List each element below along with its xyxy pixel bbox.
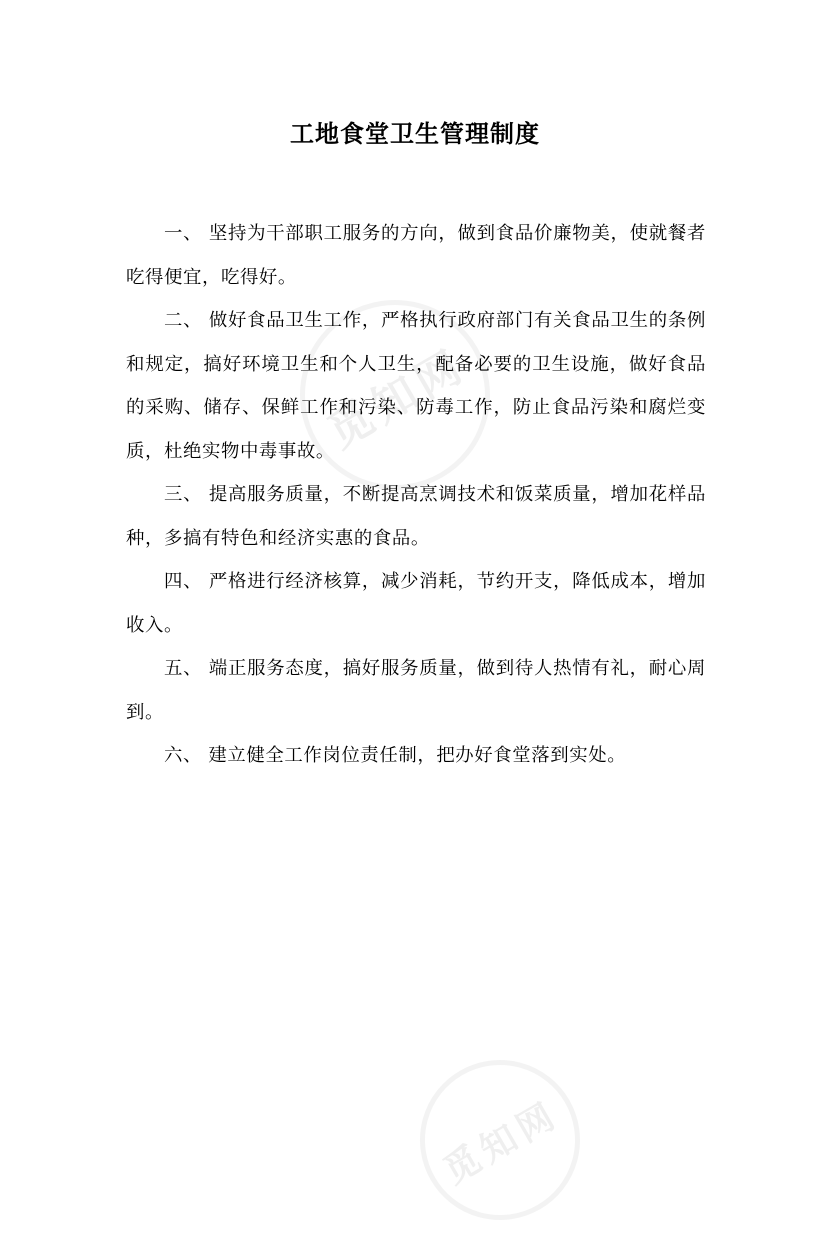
watermark-stamp-bottom: 觅知网 bbox=[391, 1031, 610, 1249]
watermark-stamp: 觅知网 bbox=[265, 265, 525, 525]
document-body bbox=[126, 212, 706, 778]
paragraph-4: 四、 严格进行经济核算，减少消耗，节约开支，降低成本，增加收入。 bbox=[126, 571, 706, 636]
paragraph-6: 六、 建立健全工作岗位责任制，把办好食堂落到实处。 bbox=[164, 745, 627, 766]
paragraph-1: 一、 坚持为干部职工服务的方向，做到食品价廉物美，使就餐者吃得便宜，吃得好。 bbox=[126, 223, 706, 288]
paragraph-3: 三、 提高服务质量，不断提高烹调技术和饭菜质量，增加花样品种，多搞有特色和经济实惠的食品。 bbox=[126, 484, 706, 549]
paragraph-5: 五、 端正服务态度，搞好服务质量，做到待人热情有礼，耐心周到。 bbox=[126, 658, 706, 723]
document-title: 工地食堂卫生管理制度 bbox=[290, 120, 540, 148]
paragraph-2: 二、 做好食品卫生工作，严格执行政府部门有关食品卫生的条例和规定，搞好环境卫生和个人卫生，配备必要的卫生设施，做好食品的采购、储存、保鲜工作和污染、防毒工作，防止食品污染和腐烂变质，杜绝实物中毒事故。 bbox=[126, 310, 706, 462]
